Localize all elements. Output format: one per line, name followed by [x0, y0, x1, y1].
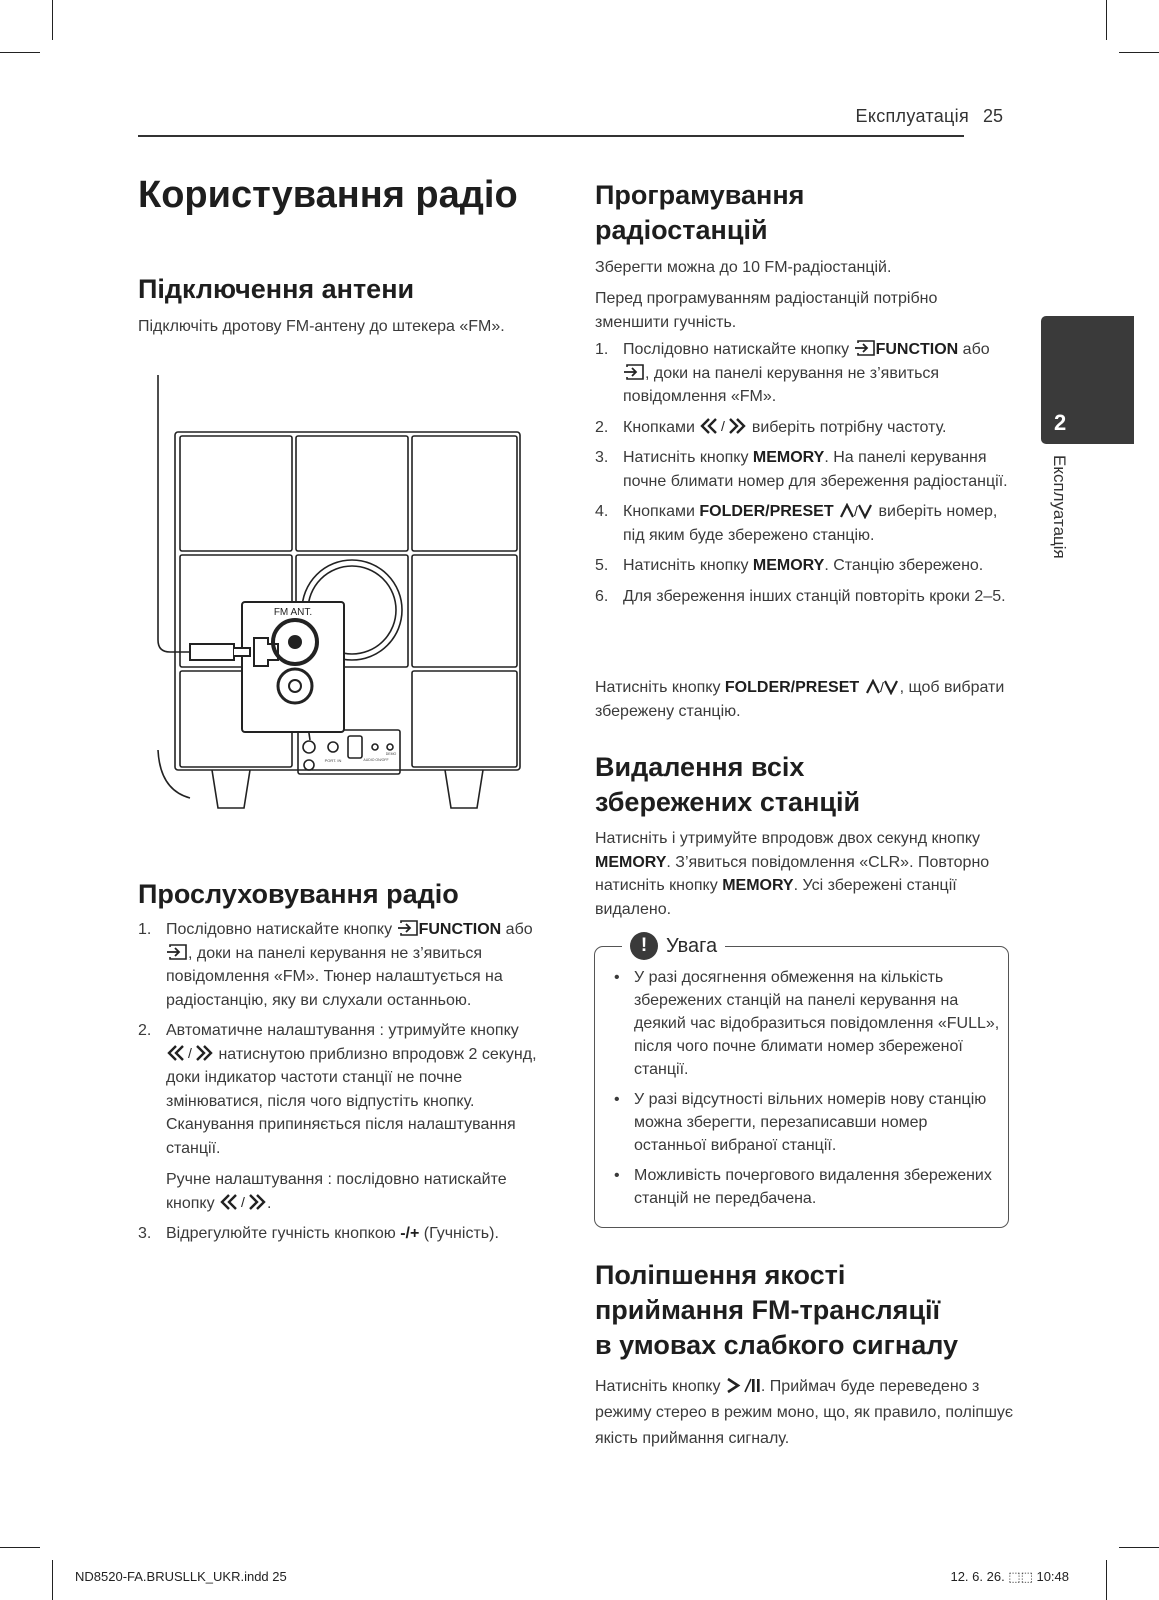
up-down-arrow-icon	[838, 503, 874, 519]
footer-date-info: 12. 6. 26. ⬚⬚ 10:48	[950, 1569, 1069, 1584]
programming-step-5: 5. Натисніть кнопку MEMORY. Станцію збережено.	[595, 557, 984, 574]
function-icon	[854, 340, 876, 357]
listening-steps	[138, 918, 558, 1253]
listening-step-2: 2. Автоматичне налаштування : утримуйте кнопку / натиснутою приблизно впродовж 2 секунд, доки індикатор частоти станції не почне змінюватися, після чого відпустіть кнопку. Сканування припиняється після налаштування станції. Ручне налаштування : послідовно натискайте кнопку / .	[138, 1022, 537, 1212]
svg-text:/: /	[241, 1193, 245, 1210]
svg-text:/: /	[721, 417, 726, 434]
chapter-number: 2	[1054, 410, 1067, 435]
listening-step-3: 3. Відрегулюйте гучність кнопкою -/+ (Гучність).	[138, 1225, 499, 1242]
programming-intro-1: Зберегти можна до 10 FM-радіостанцій.	[595, 259, 892, 276]
usb-port	[348, 736, 362, 758]
crop-mark	[1106, 0, 1107, 40]
programming-step-3: 3. Натисніть кнопку MEMORY. На панелі керування почне блимати номер для збереження радіостанції.	[595, 449, 1008, 490]
antenna-heading: Підключення антени	[138, 274, 415, 304]
listening-heading: Прослуховування радіо	[138, 879, 459, 909]
running-header-section: Експлуатація	[855, 106, 969, 126]
crop-mark	[0, 52, 40, 53]
speaker-body	[175, 432, 520, 770]
skip-back-forward-icon	[219, 1193, 267, 1211]
function-icon	[623, 364, 645, 381]
programming-steps	[595, 338, 1015, 615]
audio-onoff-label: AUDIO ON/OFF	[363, 758, 389, 762]
demo-label: DEMO	[385, 752, 397, 756]
programming-outro: Натисніть кнопку FOLDER/PRESET / , щоб вибрати збережену станцію.	[595, 679, 1005, 720]
listening-step-1: 1. Послідовно натискайте кнопку FUNCTION або , доки на панелі керування не з’явиться повідомлення «FM». Тюнер налаштується на радіостанцію, яку ви слухали останньою.	[138, 921, 533, 1009]
up-down-arrow-icon	[864, 679, 900, 695]
antenna-text: Підключіть дротову FM-антену до штекера «FM».	[138, 318, 505, 335]
crop-mark	[52, 0, 53, 40]
skip-back-forward-icon	[166, 1044, 214, 1062]
port-in-label: PORT. IN	[324, 758, 342, 763]
improve-heading: Поліпшення якості приймання FM-трансляції в умовах слабкого сигналу	[595, 1260, 959, 1360]
caution-item: • У разі досягнення обмеження на кількість збережених станцій на панелі керування на деякий час відобразиться повідомлення «FULL», після чого почне блимати номер збереженої станції.	[614, 969, 1000, 1078]
crop-mark	[0, 1547, 40, 1548]
caution-title: Увага	[666, 934, 718, 957]
crop-mark	[1119, 52, 1159, 53]
programming-step-6: 6. Для збереження інших станцій повторіть кроки 2–5.	[595, 587, 1006, 605]
exclamation-icon: !	[630, 932, 658, 960]
function-icon	[397, 920, 419, 937]
caution-list	[605, 966, 1000, 1217]
port-in-socket	[328, 742, 338, 752]
programming-intro-2: Перед програмуванням радіостанцій потрібно зменшити гучність.	[595, 290, 938, 331]
page-title: Користування радіо	[138, 174, 518, 216]
page-number: 25	[983, 106, 1004, 126]
fm-socket	[303, 741, 315, 753]
play-pause-icon	[725, 1377, 761, 1394]
skip-back-forward-icon	[699, 417, 747, 435]
crop-mark	[1106, 1560, 1107, 1600]
delete-heading: Видалення всіх збережених станцій	[595, 752, 861, 817]
svg-text:/: /	[188, 1044, 192, 1061]
function-icon	[166, 944, 188, 961]
crop-mark	[52, 1560, 53, 1600]
caution-item: • Можливість почергового видалення збережених станцій не передбачена.	[614, 1167, 992, 1207]
improve-text: Натисніть кнопку . Приймач буде переведено з режиму стерео в режим моно, що, як правило, поліпшує якість приймання сигналу.	[595, 1378, 1014, 1447]
crop-mark	[1119, 1547, 1159, 1548]
delete-text: Натисніть і утримуйте впродовж двох секунд кнопку MEMORY. З’явиться повідомлення «CLR». Повторно натисніть кнопку MEMORY. Усі збережені станції видалено.	[595, 830, 990, 918]
chapter-label: Експлуатація	[1050, 455, 1069, 559]
svg-text:/: /	[854, 503, 858, 519]
svg-text:/: /	[879, 679, 884, 695]
footer-file-info: ND8520-FA.BRUSLLK_UKR.indd 25	[75, 1569, 287, 1584]
fm-ant-label: FM ANT.	[273, 607, 313, 618]
header-divider	[138, 135, 964, 137]
caution-item: • У разі відсутності вільних номерів нову станцію можна зберегти, перезаписавши номер останньої вибраної станції.	[614, 1091, 987, 1154]
programming-step-1: 1. Послідовно натискайте кнопку FUNCTION або , доки на панелі керування не з’явиться повідомлення «FM».	[595, 341, 990, 405]
antenna-connection-diagram	[150, 370, 545, 830]
power-cable	[158, 750, 190, 798]
programming-heading: Програмування радіостанцій	[595, 180, 805, 245]
caution-header	[622, 931, 725, 961]
programming-step-2: 2. Кнопками / виберіть потрібну частоту.	[595, 417, 947, 436]
programming-step-4: 4. Кнопками FOLDER/PRESET / виберіть номер, під яким буде збережено станцію.	[595, 503, 998, 544]
